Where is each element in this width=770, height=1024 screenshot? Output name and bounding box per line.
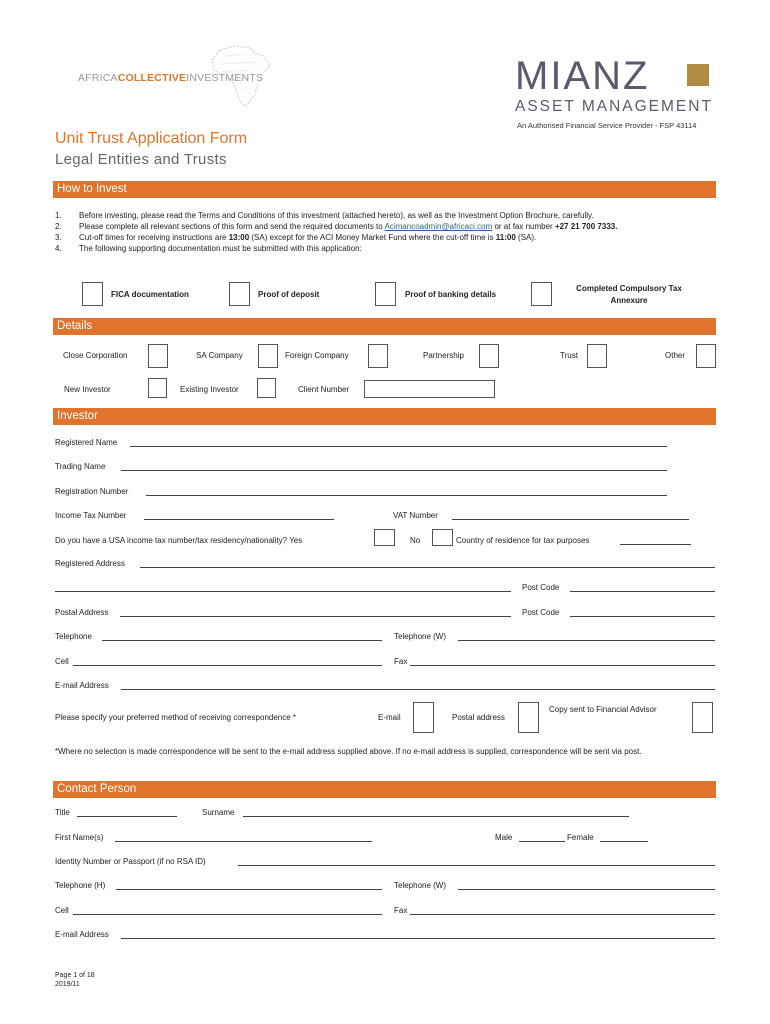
- income-tax-field[interactable]: [144, 519, 334, 520]
- new-investor-checkbox[interactable]: [148, 378, 167, 398]
- close-corporation-label: Close Corporation: [63, 351, 128, 360]
- list-item: 1. Before investing, please read the Terms and Conditions of this investment (attached hereto), as well as the Investment Option Brochure, carefully.: [55, 211, 594, 220]
- list-item: 4. The following supporting documentation must be submitted with this application:: [55, 244, 362, 253]
- section-investor: Investor: [53, 408, 716, 425]
- pref-advisor-checkbox[interactable]: [692, 702, 713, 733]
- form-title: Unit Trust Application Form: [55, 130, 248, 147]
- contact-id-field[interactable]: [238, 865, 715, 866]
- partnership-label: Partnership: [423, 351, 464, 360]
- contact-fax-label: Fax: [394, 906, 408, 915]
- contact-surname-label: Surname: [202, 808, 235, 817]
- fax-label: Fax: [394, 657, 408, 666]
- contact-surname-field[interactable]: [243, 816, 629, 817]
- existing-investor-label: Existing Investor: [180, 385, 239, 394]
- client-number-label: Client Number: [298, 385, 350, 394]
- income-tax-label: Income Tax Number: [55, 511, 127, 520]
- correspondence-label: Please specify your preferred method of receiving correspondence *: [55, 713, 297, 722]
- cell-label: Cell: [55, 657, 69, 666]
- contact-telephone-h-field[interactable]: [116, 889, 382, 890]
- trading-name-label: Trading Name: [55, 462, 106, 471]
- pref-postal-checkbox[interactable]: [518, 702, 539, 733]
- foreign-company-checkbox[interactable]: [368, 344, 388, 368]
- telephone-label: Telephone: [55, 632, 92, 641]
- contact-id-label: Identity Number or Passport (if no RSA ID): [55, 857, 206, 866]
- correspondence-note: *Where no selection is made correspondence will be sent to the e-mail address supplied above. If no e-mail address is supplied, correspondence will be sent via post.: [55, 747, 642, 756]
- fica-label: FICA documentation: [111, 290, 189, 299]
- how-to-invest-list: [55, 210, 717, 254]
- contact-fax-field[interactable]: [410, 914, 715, 915]
- proof-of-deposit-checkbox[interactable]: [229, 282, 250, 306]
- postal-post-code-field[interactable]: [570, 616, 715, 617]
- pref-advisor-label: Copy sent to Financial Advisor: [549, 705, 657, 714]
- female-field[interactable]: [600, 841, 648, 842]
- proof-of-deposit-label: Proof of deposit: [258, 290, 320, 299]
- trust-label: Trust: [560, 351, 578, 360]
- usa-tax-question: Do you have a USA income tax number/tax residency/nationality? Yes: [55, 536, 303, 545]
- female-label: Female: [567, 833, 594, 842]
- aci-wordmark: AFRICACOLLECTIVEINVESTMENTS: [78, 72, 264, 84]
- proof-of-banking-label: Proof of banking details: [405, 290, 497, 299]
- foreign-company-label: Foreign Company: [285, 351, 349, 360]
- other-label: Other: [665, 351, 686, 360]
- usa-no-label: No: [410, 536, 421, 545]
- new-investor-label: New Investor: [64, 385, 111, 394]
- email-field[interactable]: [121, 689, 715, 690]
- fax-field[interactable]: [410, 665, 715, 666]
- registered-address-label: Registered Address: [55, 559, 125, 568]
- postal-address-label: Postal Address: [55, 608, 109, 617]
- list-item: 3. Cut-off times for receiving instructions are 13:00 (SA) except for the ACI Money Market Fund where the cut-off time is 11:00 (SA).: [55, 233, 537, 242]
- contact-email-label: E-mail Address: [55, 930, 109, 939]
- other-checkbox[interactable]: [696, 344, 716, 368]
- registration-number-label: Registration Number: [55, 487, 129, 496]
- mianz-square-icon: [687, 64, 709, 86]
- close-corporation-checkbox[interactable]: [148, 344, 168, 368]
- mianz-subtitle: ASSET MANAGEMENT: [515, 98, 713, 115]
- existing-investor-checkbox[interactable]: [257, 378, 276, 398]
- contact-first-names-field[interactable]: [115, 841, 372, 842]
- contact-cell-label: Cell: [55, 906, 69, 915]
- section-details: Details: [53, 318, 716, 335]
- pref-email-checkbox[interactable]: [413, 702, 434, 733]
- usa-yes-checkbox[interactable]: [374, 529, 395, 546]
- registration-number-field[interactable]: [146, 495, 667, 496]
- cell-field[interactable]: [73, 665, 382, 666]
- post-code-label: Post Code: [522, 583, 560, 592]
- contact-title-field[interactable]: [77, 816, 177, 817]
- trading-name-field[interactable]: [121, 470, 667, 471]
- usa-no-checkbox[interactable]: [432, 529, 453, 546]
- registered-address-line-2[interactable]: [55, 591, 511, 592]
- registered-name-label: Registered Name: [55, 438, 118, 447]
- registered-address-field[interactable]: [140, 567, 715, 568]
- contact-telephone-h-label: Telephone (H): [55, 881, 106, 890]
- telephone-w-label: Telephone (W): [394, 632, 447, 641]
- sa-company-label: SA Company: [196, 351, 243, 360]
- contact-telephone-w-label: Telephone (W): [394, 881, 447, 890]
- telephone-field[interactable]: [102, 640, 382, 641]
- sa-company-checkbox[interactable]: [258, 344, 278, 368]
- telephone-w-field[interactable]: [458, 640, 715, 641]
- email-label: E-mail Address: [55, 681, 109, 690]
- vat-label: VAT Number: [393, 511, 438, 520]
- contact-telephone-w-field[interactable]: [458, 889, 715, 890]
- page-footer: [55, 971, 95, 989]
- post-code-field[interactable]: [570, 591, 715, 592]
- pref-postal-label: Postal address: [452, 713, 505, 722]
- contact-first-names-label: First Name(s): [55, 833, 104, 842]
- fsp-text: An Authorised Financial Service Provider - FSP 43114: [517, 121, 697, 130]
- fica-checkbox[interactable]: [82, 282, 103, 306]
- page-number: Page 1 of 18: [55, 972, 95, 979]
- vat-field[interactable]: [452, 519, 689, 520]
- section-how-to-invest: How to Invest: [53, 181, 716, 198]
- section-contact-person: Contact Person: [53, 781, 716, 798]
- proof-of-banking-checkbox[interactable]: [375, 282, 396, 306]
- tax-annexure-checkbox[interactable]: [531, 282, 552, 306]
- list-item: 2. Please complete all relevant sections of this form and send the required documents to Acimancoadmin@africaci.com or at fax number +27 21 700 7333.: [55, 222, 618, 231]
- form-subtitle: Legal Entities and Trusts: [55, 151, 227, 168]
- pref-email-label: E-mail: [378, 713, 401, 722]
- country-residence-field[interactable]: [620, 544, 691, 545]
- contact-title-label: Title: [55, 808, 70, 817]
- contact-cell-field[interactable]: [73, 914, 382, 915]
- country-residence-label: Country of residence for tax purposes: [456, 536, 590, 545]
- postal-address-field[interactable]: [120, 616, 511, 617]
- postal-post-code-label: Post Code: [522, 608, 560, 617]
- trust-checkbox[interactable]: [587, 344, 607, 368]
- email-link[interactable]: Acimancoadmin@africaci.com: [384, 222, 493, 231]
- male-label: Male: [495, 833, 513, 842]
- registered-name-field[interactable]: [130, 446, 667, 447]
- version-date: 2019/11: [55, 981, 80, 988]
- mianz-logo: [515, 56, 725, 116]
- aci-logo: [78, 44, 278, 114]
- client-number-field[interactable]: [364, 380, 495, 398]
- mianz-wordmark: MIANZ: [515, 54, 650, 98]
- male-field[interactable]: [519, 841, 565, 842]
- contact-email-field[interactable]: [121, 938, 715, 939]
- tax-annexure-label: Completed Compulsory Tax Annexure: [576, 284, 682, 305]
- partnership-checkbox[interactable]: [479, 344, 499, 368]
